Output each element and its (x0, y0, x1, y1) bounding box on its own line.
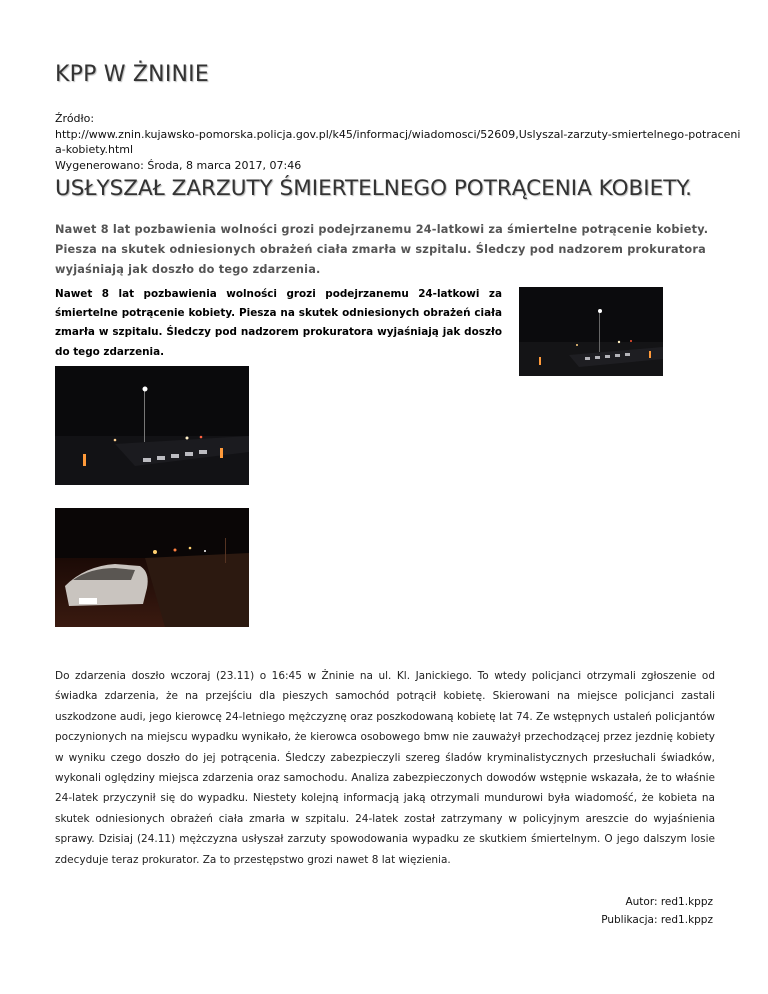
generated-date: Wygenerowano: Środa, 8 marca 2017, 07:46 (55, 158, 302, 172)
article-lead: Nawet 8 lat pozbawienia wolności grozi podejrzanemu 24-latkowi za śmiertelne potrącenie kobiety. Piesza na skutek odniesionych obrażeń ciała zmarła w szpitalu. Śledczy pod nadzorem prokuratora wyjaśniają jak doszło do tego zdarzenia. (55, 223, 709, 276)
publication-label: Publikacja: red1.kppz (601, 914, 713, 926)
source-meta (55, 111, 741, 173)
photo-damaged-car (55, 508, 249, 627)
article-footer (601, 893, 713, 929)
site-title: KPP W ŻNINIE (55, 62, 209, 87)
source-url-line-1[interactable]: http://www.znin.kujawsko-pomorska.policja.gov.pl/k45/informacj/wiadomosci/52609,Uslyszal-zarzuty-smiertelnego-potraceni (55, 127, 741, 141)
photo-crosswalk-night-1 (519, 287, 663, 376)
photo-crosswalk-night-2 (55, 366, 249, 485)
author-label: Autor: red1.kppz (625, 896, 713, 908)
article-title: USŁYSZAŁ ZARZUTY ŚMIERTELNEGO POTRĄCENIA KOBIETY. (55, 176, 692, 201)
source-label: Źródło: (55, 112, 95, 125)
source-url-line-2[interactable]: a-kobiety.html (55, 143, 134, 156)
article-lead-repeat: Nawet 8 lat pozbawienia wolności grozi podejrzanemu 24-latkowi za śmiertelne potrącenie kobiety. Piesza na skutek odniesionych obrażeń ciała zmarła w szpitalu. Śledczy pod nadzorem prokuratora wyjaśniają jak doszło do tego zdarzenia. (55, 288, 502, 358)
article-body: Do zdarzenia doszło wczoraj (23.11) o 16:45 w Żninie na ul. Kl. Janickiego. To wtedy policjanci otrzymali zgłoszenie od świadka zdarzenia, że na przejściu dla pieszych samochód potrącił kobietę. Skierowani na miejsce policjanci zastali uszkodzone audi, jego kierowcę 24-letniego mężczyznę oraz poszkodowaną kobietę lat 74. Ze wstępnych ustaleń policjantów poczynionych na miejscu wypadku wynikało, że kierowca osobowego bmw nie zauważył przechodzącej przez jezdnię kobiety w wyniku czego doszło do jej potrącenia. Śledczy zabezpieczyli szereg śladów kryminalistycznych przesłuchali świadków, wykonali oględziny miejsca zdarzenia oraz samochodu. Analiza zabezpieczonych dowodów wstępnie wskazała, że to właśnie 24-latek przyczynił się do wypadku. Niestety kolejną informacją jaką otrzymali mundurowi była wiadomość, że kobieta na skutek odniesionych obrażeń ciała zmarła w szpitalu. 24-latek został zatrzymany w policyjnym areszcie do wyjaśnienia sprawy. Dzisiaj (24.11) mężczyzna usłyszał zarzuty spowodowania wypadku ze skutkiem śmiertelnym. O jego dalszym losie zdecyduje teraz prokurator. Za to przestępstwo grozi nawet 8 lat więzienia. (55, 670, 715, 866)
